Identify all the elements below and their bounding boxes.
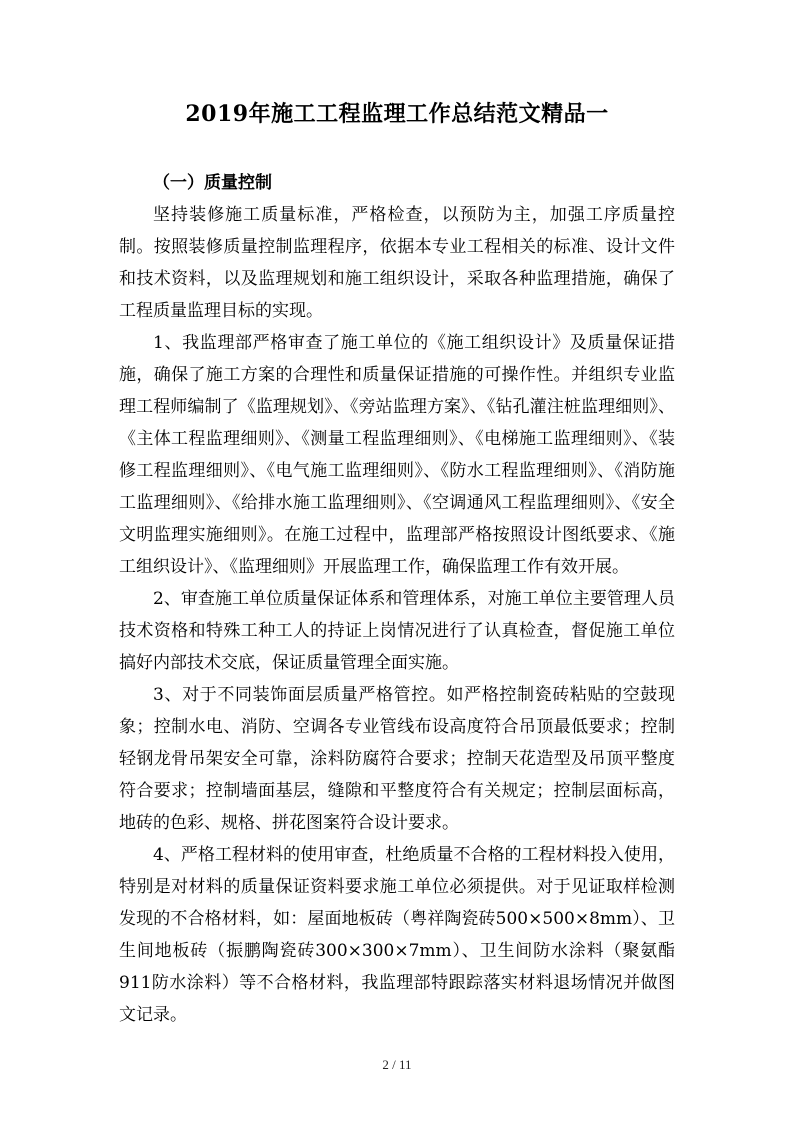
paragraph-intro: 坚持装修施工质量标准，严格检查，以预防为主，加强工序质量控制。按照装修质量控制监理程序，依据本专业工程相关的标准、设计文件和技术资料，以及监理规划和施工组织设计，采取各种监理措施，确保了工程质量监理目标的实现。: [119, 205, 675, 321]
paragraph-item-1: 1、我监理部严格审查了施工单位的《施工组织设计》及质量保证措施，确保了施工方案的合理性和质量保证措施的可操作性。并组织专业监理工程师编制了《监理规划》、《旁站监理方案》、《钻孔灌注桩监理细则》、《主体工程监理细则》、《测量工程监理细则》、《电梯施工监理细则》、《装修工程监理细则》、《电气施工监理细则》、《防水工程监理细则》、《消防施工监理细则》、《给排水施工监理细则》、《空调通风工程监理细则》、《安全文明监理实施细则》。在施工过程中，监理部严格按照设计图纸要求、《施工组织设计》、《监理细则》开展监理工作，确保监理工作有效开展。: [119, 333, 675, 577]
page-number: 2 / 11: [382, 1057, 412, 1072]
paragraph-item-2: 2、审查施工单位质量保证体系和管理体系，对施工单位主要管理人员技术资格和特殊工种工人的持证上岗情况进行了认真检查，督促施工单位搞好内部技术交底，保证质量管理全面实施。: [119, 589, 675, 673]
paragraph-item-4: 4、严格工程材料的使用审查，杜绝质量不合格的工程材料投入使用，特别是对材料的质量保证资料要求施工单位必须提供。对于见证取样检测发现的不合格材料，如：屋面地板砖（粤祥陶瓷砖500×500×8mm）、卫生间地板砖（振鹏陶瓷砖300×300×7mm）、卫生间防水涂料（聚氨酯911防水涂料）等不合格材料，我监理部特跟踪落实材料退场情况并做图文记录。: [119, 845, 675, 1025]
paragraph-item-3: 3、对于不同装饰面层质量严格管控。如严格控制瓷砖粘贴的空鼓现象；控制水电、消防、空调各专业管线布设高度符合吊顶最低要求；控制轻钢龙骨吊架安全可靠，涂料防腐符合要求；控制天花造型及吊顶平整度符合要求；控制墙面基层，缝隙和平整度符合有关规定；控制层面标高，地砖的色彩、规格、拼花图案符合设计要求。: [119, 685, 675, 833]
section-heading: （一）质量控制: [153, 173, 272, 193]
document-body: [119, 167, 675, 1031]
document-title: 2019年施工工程监理工作总结范文精品一: [185, 101, 609, 127]
